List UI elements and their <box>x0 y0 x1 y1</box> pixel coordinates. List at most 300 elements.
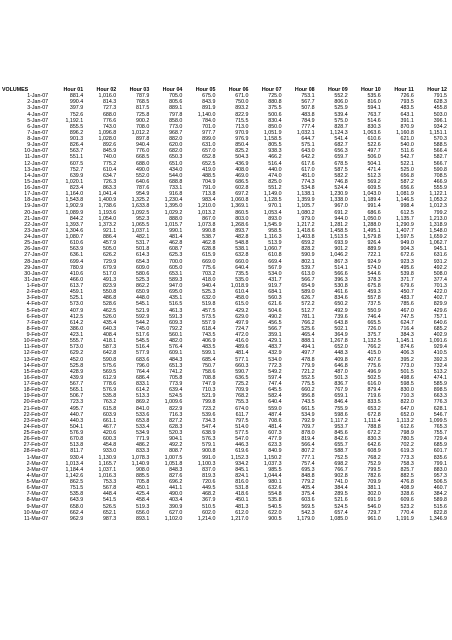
volume-cell: 451.0 <box>301 172 315 179</box>
volume-cell: 627.0 <box>169 509 183 516</box>
volume-cell: 685.4 <box>202 356 216 363</box>
volume-cell: 625.3 <box>169 252 183 259</box>
volume-cell: 1,128.5 <box>263 197 282 204</box>
volume-cell: 665.5 <box>367 319 381 326</box>
volume-cell: 549.2 <box>268 368 282 375</box>
volume-cell: 422.0 <box>433 289 447 296</box>
volume-cell: 672.6 <box>400 252 414 259</box>
volume-cell: 991.0 <box>202 454 216 461</box>
volume-cell: 1,050.0 <box>363 215 381 222</box>
volume-cell: 621.6 <box>268 301 282 308</box>
volume-cell: 675.8 <box>367 283 381 289</box>
volume-cell: 878.0 <box>301 430 315 436</box>
volume-cell: 647.0 <box>400 405 414 412</box>
volume-cell: 741.0 <box>334 479 348 485</box>
volume-cell: 489.6 <box>235 344 249 351</box>
volume-cell: 610.8 <box>268 252 282 259</box>
date-cell: 15-Feb-07 <box>23 368 49 375</box>
volume-cell: 990.4 <box>69 99 84 106</box>
volume-cell: 526.0 <box>102 313 117 320</box>
volume-cell: 628.3 <box>169 423 183 430</box>
volume-cell: 958.5 <box>268 227 282 234</box>
volume-cell: 1,281.2 <box>329 221 348 228</box>
volume-cell: 521.9 <box>136 307 150 314</box>
volume-cell: 615.8 <box>102 405 117 412</box>
date-cell: 15-Jan-07 <box>24 178 49 185</box>
volume-cell: 1,081.9 <box>396 191 414 198</box>
volume-cell: 726.6 <box>400 93 414 100</box>
volume-cell: 609.0 <box>136 264 150 271</box>
volume-cell: 1,130.9 <box>98 454 117 461</box>
volume-cell: 512.3 <box>367 172 381 179</box>
volume-cell: 747.5 <box>400 313 414 320</box>
volume-cell: 881.4 <box>69 93 84 100</box>
volume-cell: 752.9 <box>367 460 381 467</box>
volume-cell: 776.0 <box>136 148 150 155</box>
volume-cell: 519.3 <box>136 503 150 510</box>
volume-cell: 644.7 <box>301 136 315 142</box>
volume-cell: 615.0 <box>235 301 249 308</box>
volume-cell: 803.0 <box>235 215 249 222</box>
volume-cell: 563.7 <box>69 148 84 155</box>
volume-cell: 474.1 <box>433 374 447 381</box>
volume-cell: 514.1 <box>334 264 348 271</box>
volume-cell: 579.1 <box>202 442 216 449</box>
volume-cell: 435.1 <box>169 295 183 302</box>
volume-cell: 396.1 <box>433 117 447 124</box>
volume-cell: 508.0 <box>433 270 447 277</box>
date-cell: 14-Feb-07 <box>23 362 49 369</box>
volume-cell: 478.8 <box>301 356 315 363</box>
volume-cell: 683.6 <box>136 356 150 363</box>
volume-cell: 1,105.7 <box>296 203 315 210</box>
volume-cell: 753.3 <box>102 479 117 485</box>
volume-cell: 511.6 <box>400 148 414 155</box>
volume-cell: 679.6 <box>400 283 414 289</box>
volume-cell: 671.0 <box>235 93 249 100</box>
volume-cell: 535.8 <box>69 491 84 498</box>
volume-cell: 525.3 <box>136 276 150 283</box>
volume-cell: 716.3 <box>169 411 183 418</box>
volume-cell: 933.0 <box>102 448 117 455</box>
volume-cell: 440.0 <box>268 166 282 173</box>
volume-cell: 609.3 <box>169 319 183 326</box>
date-cell: 8-Feb-07 <box>26 325 49 332</box>
volume-cell: 1,016.0 <box>98 93 117 100</box>
volume-cell: 702.2 <box>400 442 414 449</box>
volume-cell: 828.2 <box>301 246 315 253</box>
volume-cell: 1,037.1 <box>131 227 150 234</box>
volume-cell: 679.9 <box>102 264 117 271</box>
volume-cell: 792.9 <box>301 417 315 424</box>
volume-cell: 934.2 <box>235 460 249 467</box>
volume-cell: 619.3 <box>400 448 414 455</box>
volume-cell: 1,184.4 <box>65 466 84 473</box>
volume-cell: 439.9 <box>69 374 84 381</box>
volume-cell: 1,407.7 <box>396 227 414 234</box>
volume-cell: 617.0 <box>301 166 315 173</box>
volume-cell: 734.3 <box>202 417 216 424</box>
date-cell: 27-Jan-07 <box>24 252 49 259</box>
volume-cell: 752.5 <box>334 454 348 461</box>
volume-cell: 498.6 <box>400 374 414 381</box>
volume-cell: 1,140.0 <box>197 111 216 118</box>
volume-cell: 416.0 <box>235 338 249 345</box>
volume-cell: 512.7 <box>301 307 315 314</box>
date-cell: 3-Mar-07 <box>26 466 49 473</box>
volume-cell: 897.8 <box>136 136 150 142</box>
volume-cell: 1,132.5 <box>363 338 381 345</box>
volume-cell: 461.3 <box>169 307 183 314</box>
volume-cell: 469.0 <box>235 172 249 179</box>
volume-cell: 428.9 <box>69 368 84 375</box>
column-header-hour-12: Hour 12 <box>427 87 447 93</box>
volume-cell: 747.4 <box>268 381 282 387</box>
volume-cell: 709.9 <box>235 387 249 394</box>
volume-cell: 418.0 <box>202 276 216 283</box>
volume-cell: 506.7 <box>69 393 84 400</box>
volume-cell: 566.4 <box>433 148 447 155</box>
volume-cell: 628.1 <box>433 405 447 412</box>
date-cell: 18-Feb-07 <box>23 387 49 394</box>
volume-cell: 1,268.6 <box>230 221 249 228</box>
volume-cell: 462.8 <box>202 240 216 247</box>
volume-cell: 607.5 <box>69 160 84 167</box>
volume-cell: 1,548.0 <box>429 227 447 234</box>
volume-cell: 504.1 <box>367 160 381 167</box>
volume-cell: 538.7 <box>202 234 216 240</box>
volume-cell: 302.0 <box>367 491 381 498</box>
volume-cell: 752.7 <box>69 166 84 173</box>
volume-cell: 1,346.9 <box>429 515 447 522</box>
volume-cell: 698.2 <box>334 460 348 467</box>
volume-cell: 513.8 <box>69 442 84 449</box>
date-cell: 5-Mar-07 <box>26 479 49 485</box>
volume-cell: 661.1 <box>102 417 117 424</box>
volume-cell: 612.0 <box>235 509 249 516</box>
volume-cell: 640.6 <box>433 319 447 326</box>
volume-cell: 670.8 <box>69 436 84 443</box>
volume-cell: 405.4 <box>301 485 315 492</box>
volume-cell: 526.5 <box>102 503 117 510</box>
volume-cell: 384.4 <box>334 485 348 492</box>
volume-cell: 862.5 <box>69 479 84 485</box>
volume-cell: 490.0 <box>136 166 150 173</box>
volume-cell: 669.4 <box>268 258 282 265</box>
volume-cell: 660.3 <box>235 362 249 369</box>
volume-cell: 1,015.7 <box>164 221 183 228</box>
volume-cell: 460.7 <box>433 485 447 492</box>
volume-cell: 440.3 <box>69 417 84 424</box>
date-cell: 21-Feb-07 <box>23 405 49 412</box>
column-header-hour-05: Hour 05 <box>195 87 216 93</box>
volume-cell: 1,158.5 <box>263 136 282 142</box>
volume-cell: 837.0 <box>202 466 216 473</box>
date-cell: 3-Feb-07 <box>26 295 49 302</box>
volume-cell: 970.1 <box>268 203 282 210</box>
volume-cell: 686.5 <box>235 178 249 185</box>
volume-cell: 462.8 <box>169 240 183 247</box>
volume-cell: 650.3 <box>169 154 183 161</box>
volume-cell: 548.8 <box>235 240 249 247</box>
volume-cell: 716.4 <box>400 325 414 332</box>
volume-cell: 622.0 <box>268 509 282 516</box>
volume-cell: 407.6 <box>367 356 381 363</box>
volume-cell: 1,012.3 <box>429 203 447 210</box>
volume-cell: 660.2 <box>301 387 315 394</box>
volume-cell: 1,138.1 <box>296 191 315 198</box>
column-header-hour-03: Hour 03 <box>129 87 150 93</box>
volume-cell: 488.5 <box>202 172 216 179</box>
volume-cell: 768.2 <box>235 393 249 400</box>
volume-cell: 1,393.7 <box>65 221 84 228</box>
volume-cell: 569.2 <box>367 178 381 185</box>
volume-cell: 645.5 <box>268 387 282 394</box>
volume-cell: 723.2 <box>202 405 216 412</box>
volume-cell: 1,116.3 <box>264 234 282 240</box>
volume-cell: 632.8 <box>235 252 249 259</box>
volume-cell: 1,060.8 <box>230 197 249 204</box>
volume-cell: 1,073.8 <box>197 221 216 228</box>
volume-cell: 525.1 <box>69 295 84 302</box>
volume-cell: 899.0 <box>202 136 216 142</box>
volume-cell: 685.2 <box>433 325 447 332</box>
volume-cell: 867.3 <box>334 258 348 265</box>
date-cell: 25-Jan-07 <box>24 240 49 247</box>
volume-cell: 412.5 <box>69 313 84 320</box>
volumes-table-area <box>2 87 450 522</box>
volume-cell: 862.2 <box>136 283 150 289</box>
volume-cell: 705.8 <box>169 374 183 381</box>
volume-cell: 483.8 <box>301 111 315 118</box>
volume-cell: 1,012.2 <box>131 129 150 136</box>
volume-cell: 436.9 <box>235 160 249 167</box>
volume-cell: 450.1 <box>136 485 150 492</box>
volume-cell: 592.9 <box>136 313 150 320</box>
volume-cell: 983.4 <box>202 197 216 204</box>
volume-cell: 415.0 <box>367 350 381 357</box>
volume-cell: 517.6 <box>136 332 150 338</box>
volume-cell: 458.0 <box>235 295 249 302</box>
volume-cell: 827.2 <box>169 417 183 424</box>
volume-cell: 1,080.7 <box>65 234 84 240</box>
volume-cell: 448.0 <box>136 295 150 302</box>
volume-cell: 1,213.0 <box>429 215 447 222</box>
volume-cell: 788.8 <box>367 423 381 430</box>
volume-cell: 755.9 <box>334 405 348 412</box>
volume-cell: 359.1 <box>268 332 282 338</box>
volume-cell: 653.8 <box>136 417 150 424</box>
volume-cell: 844.2 <box>69 215 84 222</box>
date-cell: 12-Jan-07 <box>24 160 49 167</box>
volume-cell: 598.6 <box>334 411 348 418</box>
volume-cell: 757.4 <box>301 460 315 467</box>
volume-cell: 535.6 <box>367 93 381 100</box>
volume-cell: 375.5 <box>268 105 282 112</box>
volume-cell: 466.2 <box>268 154 282 161</box>
volume-cell: 1,028.0 <box>98 136 117 142</box>
date-cell: 24-Jan-07 <box>24 234 49 240</box>
volume-cell: 822.9 <box>235 111 249 118</box>
volume-cell: 407.9 <box>69 307 84 314</box>
volume-cell: 830.3 <box>367 436 381 443</box>
volume-cell: 774.3 <box>301 178 315 185</box>
volume-cell: 585.9 <box>433 381 447 387</box>
volume-cell: 740.0 <box>102 154 117 161</box>
volume-cell: 1,043.0 <box>363 191 381 198</box>
volume-cell: 448.3 <box>334 350 348 357</box>
volume-cell: 642.8 <box>102 350 117 357</box>
volume-cell: 1,318.9 <box>429 221 447 228</box>
volume-cell: 619.6 <box>235 448 249 455</box>
date-cell: 10-Feb-07 <box>23 338 49 345</box>
volume-cell: 816.0 <box>235 479 249 485</box>
volume-cell: 824.1 <box>235 472 249 479</box>
volume-cell: 505.0 <box>102 246 117 253</box>
volume-cell: 640.4 <box>268 399 282 406</box>
volume-cell: 1,113.2 <box>396 417 414 424</box>
volume-cell: 555.7 <box>69 338 84 345</box>
volume-cell: 600.3 <box>102 436 117 443</box>
volume-cell: 533.4 <box>136 423 150 430</box>
volume-cell: 486.2 <box>136 442 150 449</box>
volume-cell: 845.6 <box>334 430 348 436</box>
volume-cell: 869.2 <box>136 399 150 406</box>
volume-cell: 663.3 <box>433 393 447 400</box>
volume-cell: 640.6 <box>136 178 150 185</box>
volume-cell: 793.5 <box>400 99 414 106</box>
volume-cell: 782.6 <box>367 472 381 479</box>
volume-cell: 628.3 <box>433 99 447 106</box>
volume-cell: 888.1 <box>301 338 315 345</box>
volume-cell: 589.0 <box>301 289 315 296</box>
volume-cell: 620.0 <box>169 142 183 149</box>
volume-cell: 729.4 <box>433 436 447 443</box>
volume-cell: 406.3 <box>400 350 414 357</box>
volume-cell: 825.2 <box>235 148 249 155</box>
volume-cell: 522.6 <box>367 142 381 149</box>
volume-cell: 1,085.0 <box>329 515 348 522</box>
date-cell: 8-Mar-07 <box>26 497 49 504</box>
volume-cell: 538.1 <box>235 246 249 253</box>
volume-cell: 708.8 <box>202 374 216 381</box>
volume-cell: 652.0 <box>400 411 414 418</box>
volume-cell: 408.4 <box>102 332 117 338</box>
volume-cell: 632.0 <box>202 295 216 302</box>
volume-cell: 602.0 <box>202 509 216 516</box>
volume-cell: 893.7 <box>235 227 249 234</box>
volume-cell: 768.5 <box>136 99 150 106</box>
volume-cell: 657.4 <box>334 509 348 516</box>
date-cell: 4-Mar-07 <box>26 472 49 479</box>
volume-cell: 582.7 <box>433 154 447 161</box>
volume-cell: 504.3 <box>235 154 249 161</box>
volume-cell: 733.1 <box>169 185 183 191</box>
volume-cell: 1,013.2 <box>197 209 216 216</box>
volume-cell: 535.0 <box>235 276 249 283</box>
volume-cell: 474.0 <box>268 172 282 179</box>
column-header-hour-02: Hour 02 <box>96 87 117 93</box>
volume-cell: 750.7 <box>202 362 216 369</box>
date-cell: 10-Jan-07 <box>24 148 49 155</box>
volume-cell: 940.4 <box>136 142 150 149</box>
volume-cell: 659.2 <box>301 240 315 247</box>
volume-cell: 710.3 <box>400 393 414 400</box>
volume-cell: 657.0 <box>202 148 216 155</box>
volume-cell: 723.3 <box>69 399 84 406</box>
volume-cell: 1,403.8 <box>296 234 315 240</box>
volume-cell: 494.1 <box>301 344 315 351</box>
volume-cell: 708.0 <box>136 123 150 130</box>
volume-cell: 466.0 <box>69 276 84 283</box>
volume-cell: 515.6 <box>433 503 447 510</box>
volume-cell: 566.6 <box>334 270 348 277</box>
volume-cell: 454.8 <box>102 442 117 449</box>
volume-cell: 429.1 <box>268 338 282 345</box>
volume-cell: 1,051.8 <box>164 460 183 467</box>
volume-cell: 434.0 <box>169 166 183 173</box>
date-cell: 20-Feb-07 <box>23 399 49 406</box>
volume-cell: 655.7 <box>334 442 348 449</box>
volume-cell: 724.7 <box>235 325 249 332</box>
date-cell: 4-Feb-07 <box>26 301 49 308</box>
volume-cell: 541.4 <box>334 136 348 142</box>
volume-cell: 557.9 <box>202 319 216 326</box>
volume-cell: 1,373.2 <box>98 221 117 228</box>
volume-cell: 486.8 <box>102 295 117 302</box>
date-cell: 23-Jan-07 <box>24 227 49 234</box>
volume-cell: 651.0 <box>169 160 183 167</box>
volume-cell: 612.6 <box>400 423 414 430</box>
volume-cell: 1,304.6 <box>65 227 84 234</box>
volume-cell: 662.4 <box>69 509 84 516</box>
volume-cell: 539.6 <box>202 411 216 418</box>
volume-cell: 534.8 <box>301 185 315 191</box>
date-cell: 19-Feb-07 <box>23 393 49 400</box>
volume-cell: 991.4 <box>367 203 381 210</box>
volume-cell: 998.4 <box>400 203 414 210</box>
volume-cell: 695.3 <box>301 466 315 473</box>
volume-cell: 565.1 <box>69 387 84 394</box>
volume-cell: 432.9 <box>268 350 282 357</box>
volume-cell: 1,089.9 <box>65 209 84 216</box>
date-cell: 6-Jan-07 <box>27 123 49 130</box>
volume-cell: 1,152.3 <box>230 454 249 461</box>
volume-cell: 775.6 <box>367 362 381 369</box>
volume-cell: 688.8 <box>169 178 183 185</box>
volume-cell: 1,102.0 <box>164 515 183 522</box>
volume-cell: 1,065.5 <box>131 221 150 228</box>
volume-cell: 634.7 <box>102 172 117 179</box>
volume-cell: 576.4 <box>169 344 183 351</box>
date-cell: 26-Jan-07 <box>24 246 49 253</box>
volume-cell: 806.0 <box>334 99 348 106</box>
volume-cell: 440.7 <box>69 411 84 418</box>
volume-cell: 1,007.5 <box>164 454 183 461</box>
volume-cell: 1,044.4 <box>263 472 282 479</box>
volume-cell: 970.9 <box>235 129 249 136</box>
volume-cell: 653.1 <box>169 270 183 277</box>
volume-cell: 822.0 <box>400 399 414 406</box>
volume-cell: 1,149.0 <box>263 191 282 198</box>
volume-cell: 1,395.0 <box>164 203 183 210</box>
volume-cell: 610.6 <box>69 240 84 247</box>
volume-cell: 1,124.3 <box>329 129 348 136</box>
volume-cell: 410.5 <box>433 350 447 357</box>
volume-cell: 1,659.2 <box>429 234 447 240</box>
volume-cell: 570.3 <box>433 136 447 142</box>
volume-cell: 990.1 <box>169 227 183 234</box>
